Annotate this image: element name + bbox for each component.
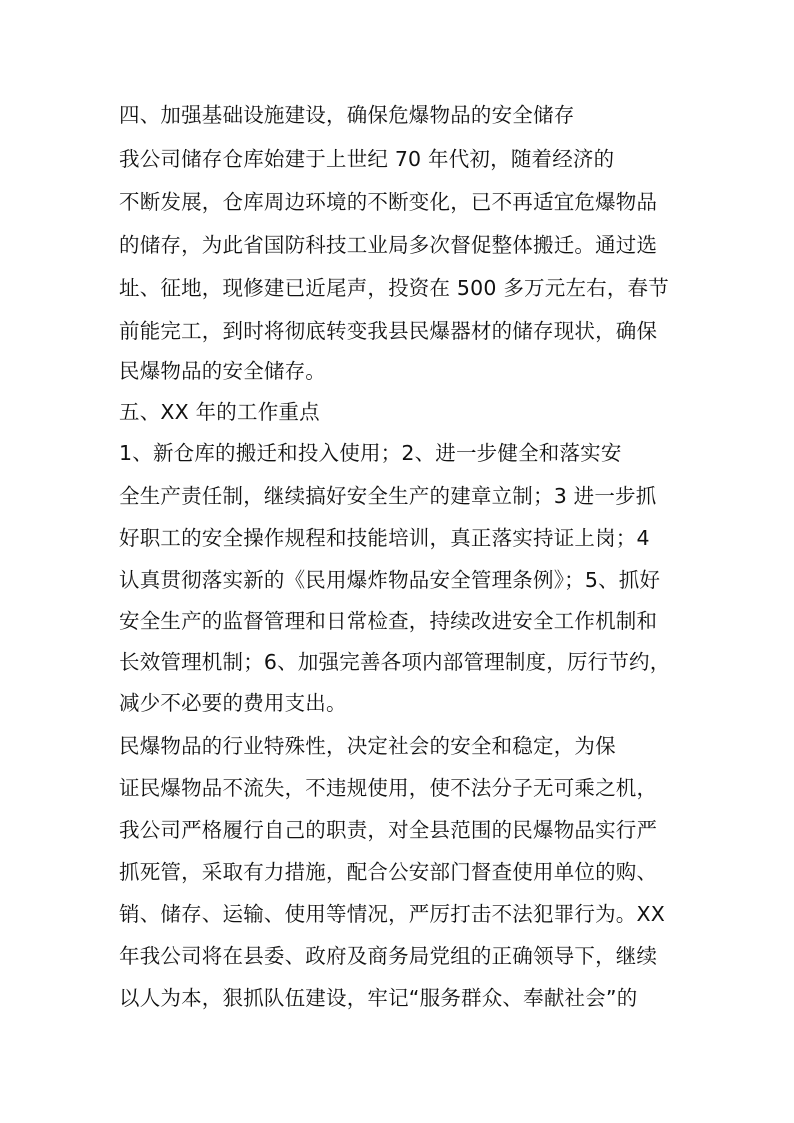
text-line: 证民爆物品不流失，不违规使用，使不法分子无可乘之机，	[119, 776, 658, 800]
text-line: 好职工的安全操作规程和技能培训，真正落实持证上岗；4	[119, 526, 650, 550]
text-line: 以人为本，狠抓队伍建设，牢记“服务群众、奉献社会”的	[119, 986, 638, 1010]
text-line: 全生产责任制，继续搞好安全生产的建章立制；3 进一步抓	[119, 484, 657, 508]
text-line: 址、征地，现修建已近尾声，投资在 500 多万元左右，春节	[119, 276, 669, 300]
text-line: 我公司严格履行自己的职责，对全县范围的民爆物品实行严	[119, 818, 658, 842]
section-heading-5: 五、XX 年的工作重点	[119, 400, 320, 424]
text-line: 民爆物品的行业特殊性，决定社会的安全和稳定，为保	[119, 734, 616, 758]
text-line: 1、新仓库的搬迁和投入使用；2、进一步健全和落实安	[119, 441, 622, 465]
text-line: 我公司储存仓库始建于上世纪 70 年代初，随着经济的	[119, 147, 615, 171]
text-line: 的储存，为此省国防科技工业局多次督促整体搬迁。通过选	[119, 233, 658, 257]
text-line: 安全生产的监督管理和日常检查，持续改进安全工作机制和	[119, 609, 658, 633]
text-line: 减少不必要的费用支出。	[119, 691, 347, 715]
text-line: 年我公司将在县委、政府及商务局党组的正确领导下，继续	[119, 944, 658, 968]
text-line: 长效管理机制；6、加强完善各项内部管理制度，厉行节约，	[119, 650, 671, 674]
section-heading-4: 四、加强基础设施建设，确保危爆物品的安全储存	[119, 103, 575, 127]
text-line: 抓死管，采取有力措施，配合公安部门督查使用单位的购、	[119, 860, 658, 884]
text-line: 不断发展，仓库周边环境的不断变化，已不再适宜危爆物品	[119, 190, 658, 214]
text-line: 民爆物品的安全储存。	[119, 359, 326, 383]
text-line: 前能完工，到时将彻底转变我县民爆器材的储存现状，确保	[119, 319, 658, 343]
text-line: 认真贯彻落实新的《民用爆炸物品安全管理条例》；5、抓好	[119, 568, 661, 592]
text-line: 销、储存、运输、使用等情况，严厉打击不法犯罪行为。XX	[119, 902, 665, 926]
